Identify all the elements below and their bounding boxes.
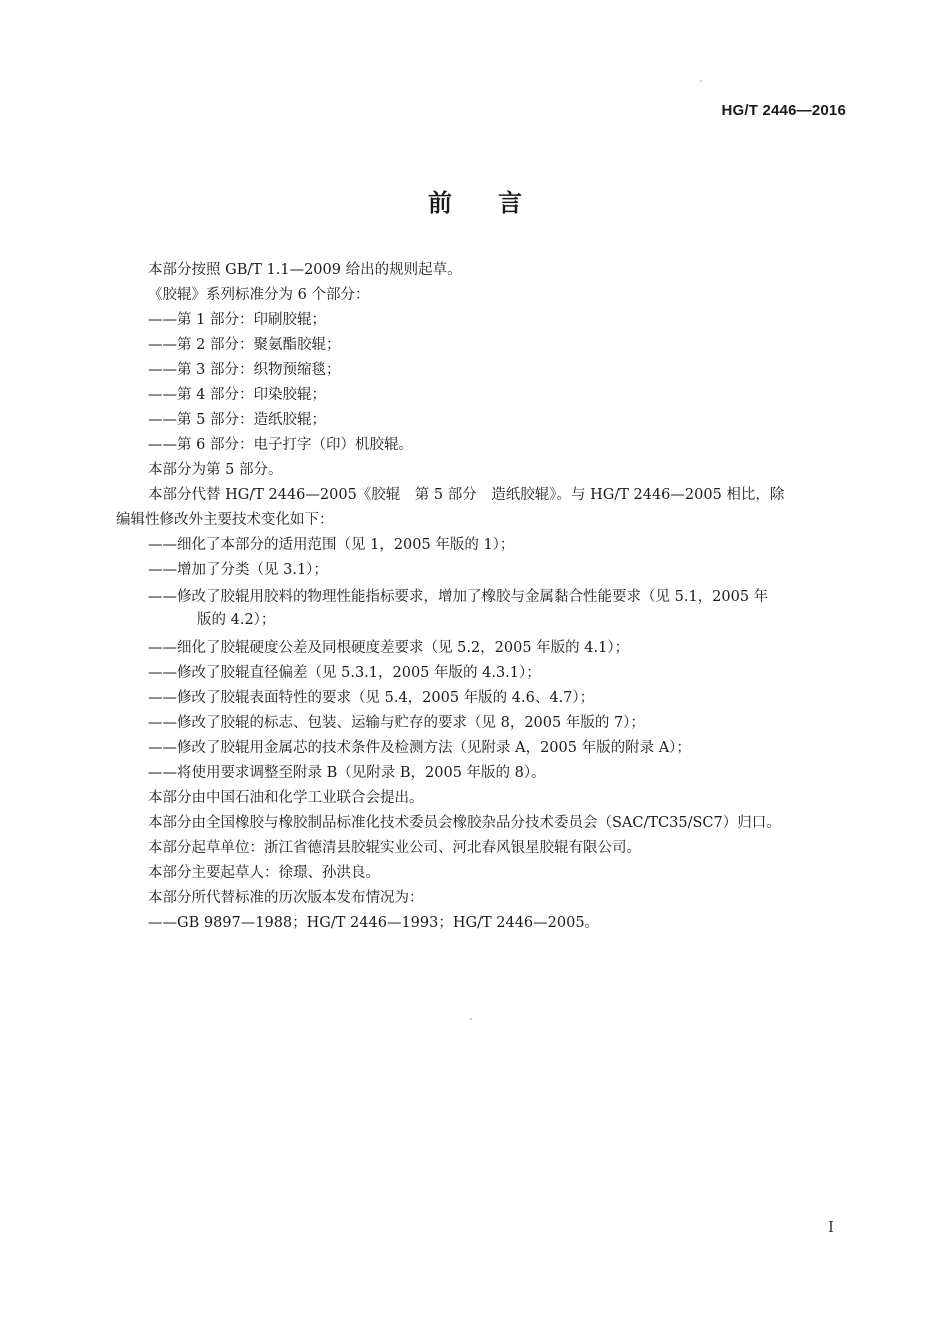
scan-speck [700,80,702,82]
paragraph: 本部分主要起草人：徐璟、孙洪良。 [148,865,380,881]
list-item: ——第 1 部分：印刷胶辊； [148,312,326,328]
paragraph: 本部分代替 HG/T 2446—2005《胶辊 第 5 部分 造纸胶辊》。与 HG/T 2446—2005 相比，除 [148,487,785,503]
list-item: ——第 4 部分：印染胶辊； [148,387,326,403]
list-item: ——细化了胶辊硬度公差及同根硬度差要求（见 5.2，2005 年版的 4.1）； [148,640,630,656]
list-item: ——细化了本部分的适用范围（见 1，2005 年版的 1）； [148,537,515,553]
paragraph: 本部分按照 GB/T 1.1—2009 给出的规则起草。 [148,262,462,278]
list-item: ——修改了胶辊直径偏差（见 5.3.1，2005 年版的 4.3.1）； [148,665,541,681]
list-item: ——将使用要求调整至附录 B（见附录 B，2005 年版的 8）。 [148,765,546,781]
list-item: ——修改了胶辊用金属芯的技术条件及检测方法（见附录 A，2005 年版的附录 A）； [148,740,691,756]
page-title: 前言 [428,189,568,217]
paragraph: 本部分为第 5 部分。 [148,462,283,478]
list-item: ——增加了分类（见 3.1）； [148,562,328,578]
list-item: ——第 3 部分：织物预缩毯； [148,362,341,378]
paragraph-continuation: 编辑性修改外主要技术变化如下： [116,512,334,528]
paragraph: 本部分由中国石油和化学工业联合会提出。 [148,790,424,806]
list-item: ——第 5 部分：造纸胶辊； [148,412,326,428]
list-item: ——修改了胶辊表面特性的要求（见 5.4，2005 年版的 4.6、4.7）； [148,690,595,706]
paragraph: 本部分起草单位：浙江省德清县胶辊实业公司、河北春风银星胶辊有限公司。 [148,840,641,856]
list-item: ——第 6 部分：电子打字（印）机胶辊。 [148,437,413,453]
paragraph: 本部分由全国橡胶与橡胶制品标准化技术委员会橡胶杂品分技术委员会（SAC/TC35/SC7）归口。 [148,815,781,831]
paragraph: 本部分所代替标准的历次版本发布情况为： [148,890,424,906]
scan-speck [470,1018,472,1020]
page-number: I [828,1218,834,1236]
list-item: ——修改了胶辊用胶料的物理性能指标要求，增加了橡胶与金属黏合性能要求（见 5.1，2005 年 [148,589,769,605]
list-item: ——第 2 部分：聚氨酯胶辊； [148,337,341,353]
list-item: ——GB 9897—1988；HG/T 2446—1993；HG/T 2446—2005。 [148,915,600,931]
standard-code: HG/T 2446—2016 [721,102,846,119]
list-item-continuation: 版的 4.2）； [197,612,276,628]
paragraph: 《胶辊》系列标准分为 6 个部分： [148,287,370,303]
list-item: ——修改了胶辊的标志、包装、运输与贮存的要求（见 8，2005 年版的 7）； [148,715,645,731]
